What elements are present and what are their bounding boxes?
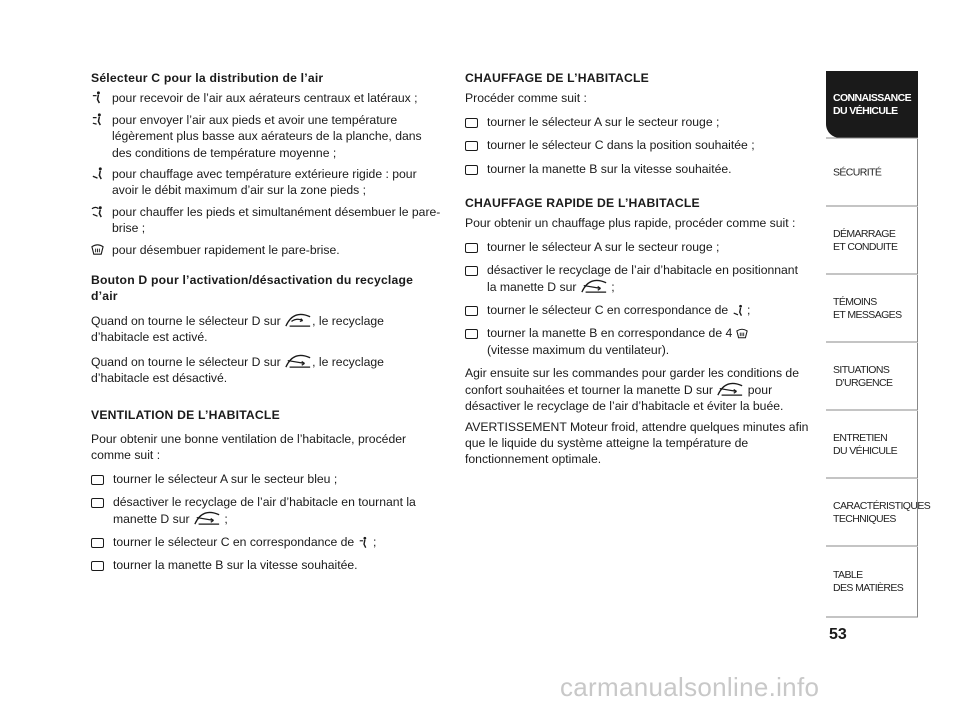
left-column: [91, 70, 443, 574]
closing-paragraph: [465, 365, 810, 414]
heating-title: CHAUFFAGE DE L’HABITACLE: [465, 71, 649, 85]
option-text: pour désembuer rapidement le pare-brise.: [112, 242, 340, 257]
windshield-defrost-icon: [736, 327, 748, 340]
list-item: [91, 557, 443, 573]
feet-defrost-icon: [91, 204, 112, 218]
list-item-text-part: tourner le sélecteur C en correspondance de: [487, 303, 729, 318]
list-item-text: tourner le sélecteur C dans la position souhaitée ;: [487, 138, 755, 153]
checkbox-bullet-icon: [91, 475, 104, 485]
recirculation-off-icon: [716, 382, 744, 397]
list-item: [465, 239, 810, 255]
heating-intro: Procéder comme suit :: [465, 91, 587, 106]
tab-label-line: D’URGENCE: [835, 376, 893, 389]
list-item: [465, 161, 810, 177]
tab-label-line: SITUATIONS: [833, 363, 890, 376]
tab-label-line: CONNAISSANCE: [833, 91, 911, 104]
feet-icon: [732, 304, 744, 317]
tab-label-line: ET MESSAGES: [833, 308, 902, 321]
option-text: pour chauffer les pieds et simultanément désembuer le pare-brise ;: [112, 204, 441, 236]
list-item-text: tourner le sélecteur A sur le secteur bleu ;: [113, 471, 338, 486]
checkbox-bullet-icon: [465, 141, 478, 151]
list-item-text: [113, 534, 443, 550]
list-item: [465, 262, 810, 295]
option-face-feet: [91, 112, 443, 161]
list-item-text: tourner la manette B sur la vitesse souhaitée.: [487, 161, 732, 176]
checkbox-bullet-icon: [91, 538, 104, 548]
list-item-text-part: ;: [743, 303, 751, 318]
recirculation-off-icon: [580, 279, 608, 294]
list-item-text-part: tourner la manette B en correspondance de 4: [487, 326, 733, 341]
list-item: [465, 137, 810, 153]
ventilation-title: VENTILATION DE L’HABITACLE: [91, 407, 280, 422]
list-item-text: [487, 302, 810, 318]
list-item-text: tourner le sélecteur A sur le secteur rouge ;: [487, 239, 720, 254]
checkbox-bullet-icon: [465, 243, 478, 253]
tab-label-line: DES MATIÈRES: [833, 582, 904, 594]
recirculation-on-paragraph: [91, 313, 443, 346]
tab-label-line: TABLE: [833, 569, 863, 581]
paragraph-text: , le recyclage d’habitacle est désactivé.: [91, 354, 384, 386]
option-text: pour recevoir de l’air aux aérateurs centraux et latéraux ;: [112, 91, 418, 106]
air-distribution-title: Sélecteur C pour la distribution de l’air: [91, 71, 324, 85]
list-item: [91, 494, 443, 527]
tab-label-line: TECHNIQUES: [833, 512, 896, 525]
list-item-text-part: désactiver le recyclage de l’air d’habitacle en tournant la manette D sur: [113, 495, 416, 526]
recirculation-title: Bouton D pour l’activation/désactivation du recyclage d’air: [91, 273, 414, 304]
list-item-text: tourner le sélecteur A sur le secteur rouge ;: [487, 114, 720, 129]
list-item-text-part: désactiver le recyclage de l’air d’habitacle en positionnant la manette D sur: [487, 263, 798, 294]
list-item-text: tourner la manette B sur la vitesse souhaitée.: [113, 558, 358, 573]
feet-icon: [91, 166, 112, 180]
windshield-defrost-icon: [91, 242, 112, 256]
checkbox-bullet-icon: [91, 561, 104, 571]
option-defrost: [91, 242, 443, 258]
recirculation-on-icon: [284, 313, 312, 328]
paragraph-text: Quand on tourne le sélecteur D sur: [91, 313, 281, 328]
quick-heating-title: CHAUFFAGE RAPIDE DE L’HABITACLE: [465, 196, 700, 211]
tab-label-line: CARACTÉRISTIQUES: [833, 499, 931, 512]
list-item-text-part: ;: [369, 534, 377, 549]
page-number: 53: [829, 626, 847, 643]
list-item-text: [487, 262, 810, 295]
list-item-text-part: tourner le sélecteur C en correspondance de: [113, 534, 355, 549]
list-item-text: [113, 494, 443, 527]
recirculation-off-icon: [193, 511, 221, 526]
list-item-text-part: ;: [607, 279, 615, 294]
tab-label-line: DU VÉHICULE: [833, 444, 897, 457]
list-item-text-part: (vitesse maximum du ventilateur).: [487, 342, 670, 357]
quick-heating-intro: Pour obtenir un chauffage plus rapide, procéder comme suit :: [465, 216, 796, 231]
option-feet: [91, 166, 443, 199]
tab-separators: [826, 0, 918, 630]
right-column: [465, 70, 810, 468]
list-item: [465, 114, 810, 130]
tab-label-line: SÉCURITÉ: [833, 166, 882, 178]
paragraph-text: pour désactiver le recyclage de l’air d’habitacle et éviter la buée.: [465, 382, 784, 414]
tab-label-line: ENTRETIEN: [833, 431, 888, 444]
list-item: [465, 302, 810, 318]
checkbox-bullet-icon: [465, 266, 478, 276]
tab-label-line: TÉMOINS: [833, 295, 877, 308]
option-feet-defrost: [91, 204, 443, 237]
option-text: pour chauffage avec température extérieure rigide : pour avoir le débit maximum d’air sur la zone pieds ;: [112, 167, 417, 198]
face-vent-icon: [358, 536, 370, 549]
recirculation-off-paragraph: [91, 354, 443, 387]
checkbox-bullet-icon: [465, 118, 478, 128]
list-item: [91, 534, 443, 550]
checkbox-bullet-icon: [465, 165, 478, 175]
paragraph-text: , le recyclage d’habitacle est activé.: [91, 313, 384, 345]
list-item: [91, 471, 443, 487]
face-feet-icon: [91, 112, 112, 126]
recirculation-off-icon: [284, 354, 312, 369]
list-item: [465, 325, 810, 358]
warning-paragraph: AVERTISSEMENT Moteur froid, attendre quelques minutes afin que le liquide du système atteigne la température de fonctionnement optimale.: [465, 419, 809, 467]
checkbox-bullet-icon: [465, 329, 478, 339]
ventilation-intro: Pour obtenir une bonne ventilation de l’habitacle, procéder comme suit :: [91, 431, 407, 463]
paragraph-text: Agir ensuite sur les commandes pour garder les conditions de confort souhaitées et tourner la manette D sur: [465, 366, 799, 397]
list-item-text-part: ;: [220, 511, 228, 526]
tab-label-line: ET CONDUITE: [833, 240, 898, 253]
tab-label-line: DÉMARRAGE: [833, 227, 896, 240]
paragraph-text: Quand on tourne le sélecteur D sur: [91, 354, 281, 369]
option-text: pour envoyer l’air aux pieds et avoir une température légèrement plus basse aux aérateurs de la planche, dans des conditions de température moyenne ;: [112, 112, 422, 160]
checkbox-bullet-icon: [91, 498, 104, 508]
face-vent-icon: [91, 90, 112, 104]
checkbox-bullet-icon: [465, 306, 478, 316]
watermark: carmanualsonline.info: [560, 672, 820, 702]
tab-label-line: DU VÉHICULE: [833, 104, 898, 117]
option-face: [91, 90, 443, 106]
list-item-text: [487, 325, 810, 358]
